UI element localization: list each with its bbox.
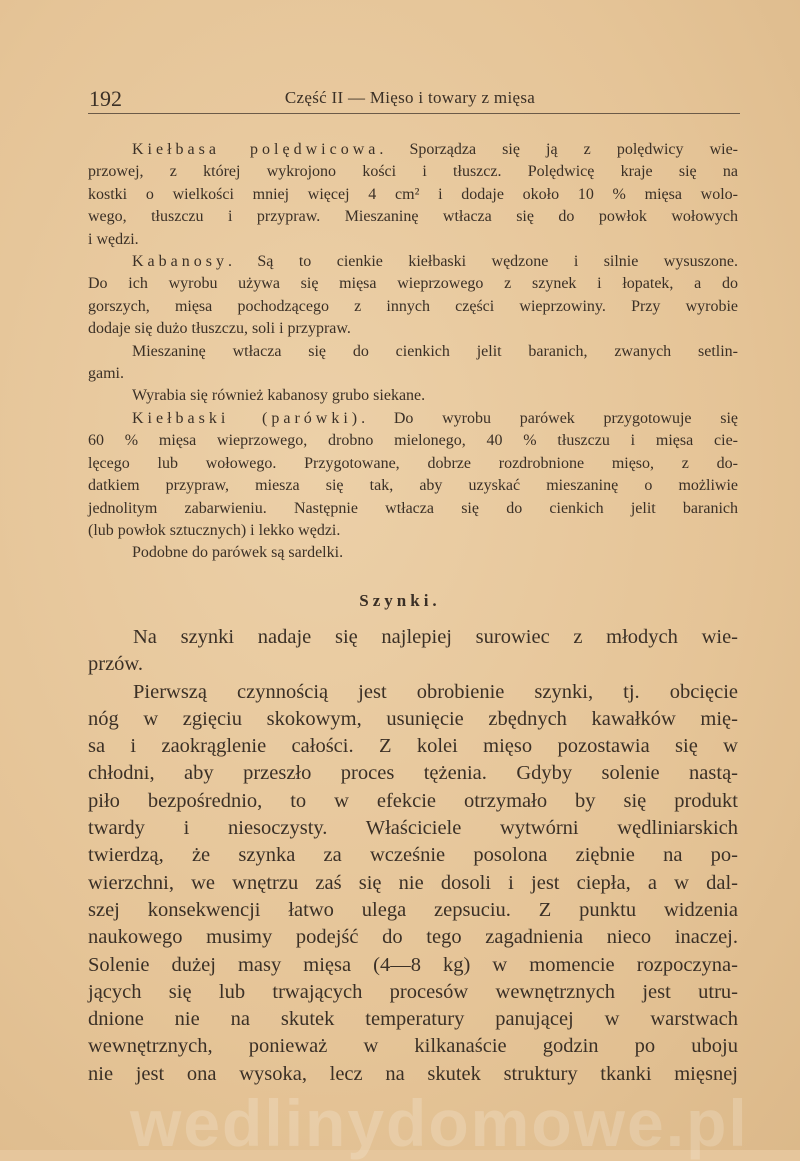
text-line	[88, 1061, 738, 1088]
line-text: Mieszaninę wtłacza się do cienkich jelit baranich, zwanych setlin-	[132, 342, 738, 360]
line-text: 60 % mięsa wieprzowego, drobno mielonego, 40 % tłuszczu i mięsa cie-	[88, 432, 738, 450]
line-text: lęcego lub wołowego. Przygotowane, dobrze rozdrobnione mięso, z do-	[88, 454, 738, 472]
text-line	[88, 498, 738, 520]
page-number: 192	[89, 86, 122, 111]
line-text: szej konsekwencji łatwo ulega zepsuciu. Z punktu widzenia	[88, 898, 738, 921]
text-line	[88, 520, 738, 542]
section-heading: Szynki.	[359, 591, 441, 610]
line-text: Na szynki nadaje się najlepiej surowiec z młodych wie-	[133, 626, 738, 648]
text-line	[88, 453, 738, 475]
text-line	[88, 296, 738, 318]
text-line	[88, 229, 738, 251]
line-text: i wędzi.	[88, 230, 139, 248]
line-text: przów.	[88, 653, 144, 676]
line-text: (lub powłok sztucznych) i lekko wędzi.	[88, 521, 341, 539]
text-line	[88, 979, 738, 1006]
line-text: sa i zaokrąglenie całości. Z kolei mięso pozostawia się w	[88, 735, 738, 758]
running-header: Część II — Mięso i towary z mięsa	[284, 88, 536, 107]
text-line	[88, 385, 738, 407]
line-text: twierdzą, że szynka za wcześnie posolona ziębnie na po-	[88, 844, 738, 867]
text-line	[88, 251, 738, 273]
line-text: gorszych, mięsa pochodzącego z innych części wieprzowiny. Przy wyrobie	[88, 297, 738, 315]
text-line	[88, 760, 738, 787]
line-text: dodaje się dużo tłuszczu, soli i przypraw.	[88, 320, 351, 338]
text-line	[88, 184, 738, 206]
text-line	[88, 1033, 738, 1060]
text-line	[88, 161, 738, 183]
line-text: Pierwszą czynnością jest obrobienie szynki, tj. obcięcie	[133, 680, 738, 703]
text-line	[88, 624, 738, 651]
text-line	[88, 679, 738, 706]
line-text: nie jest ona wysoka, lecz na skutek struktury tkanki mięsnej	[88, 1062, 738, 1085]
header-rule	[88, 113, 740, 114]
line-text: Do ich wyrobu używa się mięsa wieprzowego z szynek i łopatek, a do	[88, 275, 738, 293]
section-sausages	[88, 139, 738, 565]
line-text: dnione nie na skutek temperatury panującej w warstwach	[88, 1008, 738, 1031]
text-line	[88, 706, 738, 733]
text-line	[88, 408, 738, 430]
line-text: piło bezpośrednio, to w efekcie otrzymało by się produkt	[88, 789, 738, 812]
text-line	[88, 206, 738, 228]
line-text: gami.	[88, 365, 124, 383]
text-line	[88, 952, 738, 979]
line-text: chłodni, aby przeszło proces tężenia. Gdyby solenie nastą-	[88, 762, 738, 785]
line-text: naukowego musimy podejść do tego zagadnienia nieco inaczej.	[88, 926, 738, 949]
text-line	[88, 842, 738, 869]
spaced-term: Kiełbasa polędwicowa	[132, 141, 380, 158]
line-text: . Do wyrobu parówek przygotowuje się	[361, 409, 738, 427]
text-line	[88, 924, 738, 951]
text-line	[88, 897, 738, 924]
line-text: Solenie dużej masy mięsa (4—8 kg) w momencie rozpoczyna-	[88, 953, 738, 976]
line-text: jednolitym zabarwieniu. Następnie wtłacza się do cienkich jelit baranich	[88, 499, 738, 517]
text-line	[88, 430, 738, 452]
line-text: Wyrabia się również kabanosy grubo siekane.	[132, 387, 426, 405]
text-line	[88, 318, 738, 340]
spaced-term: Kabanosy	[132, 253, 228, 271]
text-line	[88, 542, 738, 564]
line-text: przowej, z której wykrojono kości i tłuszcz. Polędwicę kraje się na	[88, 163, 738, 181]
line-text: jących się lub trwających procesów wewnętrznych jest utru-	[88, 980, 738, 1003]
text-line	[88, 788, 738, 815]
text-line	[88, 733, 738, 760]
line-text: Podobne do parówek są sardelki.	[132, 544, 344, 562]
line-text: twardy i niesoczysty. Właściciele wytwórni wędliniarskich	[88, 817, 738, 840]
line-text: datkiem przypraw, miesza się tak, aby uzyskać mieszaninę o możliwie	[88, 477, 738, 495]
text-line	[88, 475, 738, 497]
text-line	[88, 815, 738, 842]
line-text: wewnętrznych, ponieważ w kilkanaście godzin po uboju	[88, 1035, 738, 1058]
text-line	[88, 363, 738, 385]
text-line	[88, 139, 738, 161]
text-line	[88, 341, 738, 363]
line-text: kostki o wielkości mniej więcej 4 cm² i dodaje około 10 % mięsa wolo-	[88, 185, 738, 203]
text-line	[88, 273, 738, 295]
watermark: wedlinydomowe.pl	[130, 1086, 749, 1160]
line-text: nóg w zgięciu skokowym, usunięcie zbędnych kawałków mię-	[88, 707, 738, 730]
line-text: . Są to cienkie kiełbaski wędzone i silnie wysuszone.	[227, 253, 738, 271]
spaced-term: Kiełbaski (parówki)	[132, 409, 362, 427]
text-line	[88, 870, 738, 897]
text-line	[88, 651, 738, 678]
line-text: wierzchni, we wnętrzu zaś się nie dosoli i jest ciepła, a w dal-	[88, 871, 738, 894]
line-text: . Sporządza się ją z polędwicy wie-	[379, 141, 739, 158]
section-hams	[88, 624, 738, 1088]
text-line	[88, 1006, 738, 1033]
line-text: wego, tłuszczu i przypraw. Mieszaninę wtłacza się do powłok wołowych	[88, 208, 738, 226]
